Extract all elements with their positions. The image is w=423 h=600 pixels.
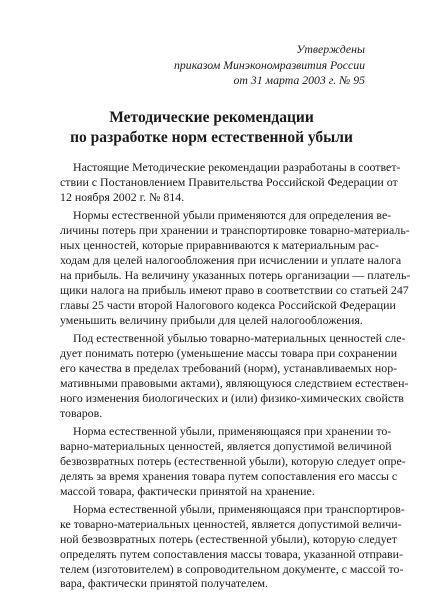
approval-line: от 31 марта 2003 г. № 95 xyxy=(233,73,365,87)
title-line: Методические рекомендации xyxy=(109,109,314,126)
text-line: Норма естественной убыли, применяющаяся при транспортиров- xyxy=(73,501,405,516)
text-line: вара, фактически принятой получателем. xyxy=(60,576,268,591)
text-line: ке товарно-материальных ценностей, является допустимой величи- xyxy=(60,516,402,531)
text-line: Настоящие Методические рекомендации разработаны в соответ- xyxy=(73,160,401,174)
approval-block xyxy=(174,42,365,89)
text-line: массой товара, фактически принятой на хранение. xyxy=(60,483,315,498)
text-line: делять за время хранения товара путем сопоставления его массы с xyxy=(60,468,398,483)
text-line: Нормы естественной убыли применяются для определения ве- xyxy=(73,208,392,223)
text-line: мативными правовыми актами), являющуюся следствием естествен- xyxy=(60,375,409,390)
text-line: 12 ноября 2002 г. № 814. xyxy=(60,189,185,204)
text-line: Под естественной убылью товарно-материальных ценностей сле- xyxy=(73,330,406,345)
text-line: ного изменения биологических и (или) физико-химических свойств xyxy=(60,390,404,405)
paragraph-5 xyxy=(60,501,405,591)
text-line: уменьшить величину прибыли для целей налогообложения. xyxy=(60,312,363,327)
text-line: главы 25 части второй Налогового кодекса Российской Федерации xyxy=(60,297,396,312)
text-line: его качества в пределах требований (норм), устанавливаемых нор- xyxy=(60,360,398,375)
paragraph-2 xyxy=(60,208,411,327)
text-line: ходам для целей налогообложения при исчислении и уплате налога xyxy=(60,252,402,267)
text-line: ствии с Постановлением Правительства Российской Федерации от xyxy=(60,174,398,189)
document-body xyxy=(60,160,411,595)
text-line: телем (изготовителем) в сопроводительном документе, с массой то- xyxy=(60,561,404,576)
approval-line: приказом Минэкономразвития России xyxy=(174,57,365,72)
text-line: ных ценностей, которые приравниваются к материальным рас- xyxy=(60,238,379,253)
title-line: по разработке норм естественной убыли xyxy=(70,129,353,146)
text-line: определять путем сопоставления массы товара, указанной отправи- xyxy=(60,546,403,561)
text-line: безвозвратных потерь (естественной убыли), которую следует опре- xyxy=(60,453,406,468)
text-line: товаров. xyxy=(60,405,103,420)
text-line: личины потерь при хранении и транспортировке товарно-материаль- xyxy=(60,223,410,238)
text-line: варно-материальных ценностей, является допустимой величиной xyxy=(60,438,392,453)
text-line: Норма естественной убыли, применяющаяся при хранении то- xyxy=(73,423,392,438)
text-line: ной безвозвратных потерь (естественной убыли), которую следует xyxy=(60,531,397,546)
paragraph-4 xyxy=(60,423,406,499)
approval-line: Утверждены xyxy=(296,42,365,56)
text-line: дует понимать потерю (уменьшение массы товара при сохранении xyxy=(60,345,398,360)
document-title xyxy=(0,108,423,148)
paragraph-3 xyxy=(60,330,409,420)
paragraph-1 xyxy=(60,160,401,205)
text-line: щики налога на прибыль имеют право в соответствии со статьей 247 xyxy=(60,282,409,297)
text-line: на прибыль. На величину указанных потерь организации — платель- xyxy=(60,267,411,282)
